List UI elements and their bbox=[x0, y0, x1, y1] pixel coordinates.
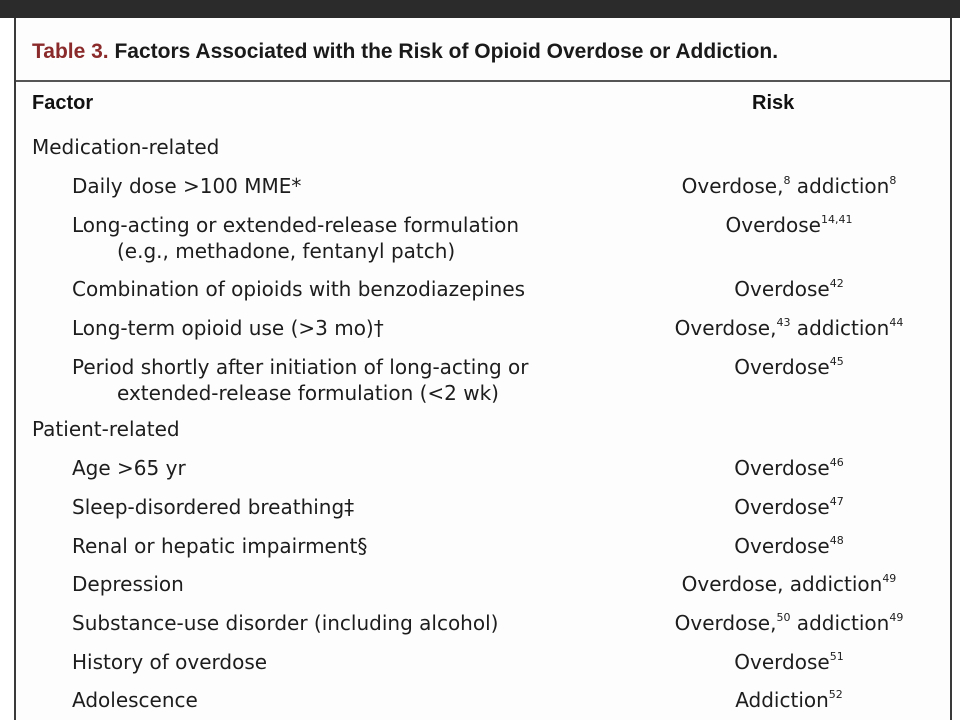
risk-text: Overdose bbox=[725, 213, 821, 237]
factor-row bbox=[72, 649, 632, 675]
factor-text: Daily dose >100 MME* bbox=[72, 174, 302, 198]
reference-superscript: 43 bbox=[776, 316, 791, 329]
factor-row bbox=[72, 212, 632, 264]
risk-text: Overdose, addiction bbox=[681, 572, 883, 596]
reference-superscript: 50 bbox=[776, 611, 791, 624]
risk-cell bbox=[642, 354, 936, 380]
factor-text: Depression bbox=[72, 572, 184, 596]
factor-text: Adolescence bbox=[72, 688, 198, 712]
risk-text: Overdose bbox=[734, 650, 830, 674]
factor-row bbox=[72, 610, 632, 636]
factor-row bbox=[72, 494, 632, 520]
risk-text: addiction bbox=[790, 611, 890, 635]
risk-text: Overdose bbox=[734, 456, 830, 480]
risk-cell bbox=[642, 276, 936, 302]
risk-cell bbox=[642, 571, 936, 597]
factor-row bbox=[72, 687, 632, 713]
risk-cell bbox=[642, 649, 936, 675]
reference-superscript: 8 bbox=[889, 174, 897, 187]
reference-superscript: 49 bbox=[889, 611, 904, 624]
reference-superscript: 8 bbox=[783, 174, 791, 187]
risk-text: Overdose, bbox=[674, 316, 777, 340]
risk-cell bbox=[642, 212, 936, 238]
risk-cell bbox=[642, 173, 936, 199]
reference-superscript: 44 bbox=[889, 316, 904, 329]
risk-text: Overdose bbox=[734, 495, 830, 519]
table-title-text: Factors Associated with the Risk of Opioid Overdose or Addiction. bbox=[114, 40, 779, 63]
risk-cell bbox=[642, 610, 936, 636]
factor-text: History of overdose bbox=[72, 650, 268, 674]
reference-superscript: 46 bbox=[829, 456, 844, 469]
table-frame bbox=[14, 18, 952, 720]
reference-superscript: 42 bbox=[829, 277, 844, 290]
reference-superscript: 49 bbox=[882, 572, 897, 585]
reference-superscript: 14,41 bbox=[820, 213, 853, 226]
risk-cell bbox=[642, 315, 936, 341]
title-divider bbox=[16, 80, 950, 82]
factor-text-continued: extended-release formulation (<2 wk) bbox=[117, 381, 499, 405]
factor-text: Combination of opioids with benzodiazepines bbox=[72, 277, 526, 301]
factor-text: Age >65 yr bbox=[72, 456, 186, 480]
reference-superscript: 45 bbox=[829, 355, 844, 368]
column-header-risk: Risk bbox=[752, 92, 795, 114]
factor-text: Long-acting or extended-release formulation bbox=[72, 213, 520, 237]
risk-text: addiction bbox=[790, 316, 890, 340]
factor-text: Renal or hepatic impairment§ bbox=[72, 534, 368, 558]
risk-cell bbox=[642, 687, 936, 713]
table-number: Table 3. bbox=[32, 40, 109, 63]
reference-superscript: 48 bbox=[829, 534, 844, 547]
risk-text: Addiction bbox=[735, 688, 829, 712]
risk-cell bbox=[642, 455, 936, 481]
factor-row bbox=[72, 533, 632, 559]
factor-row bbox=[72, 173, 632, 199]
category-medication: Medication-related bbox=[32, 135, 220, 159]
factor-text-continued: (e.g., methadone, fentanyl patch) bbox=[117, 239, 456, 263]
table-title bbox=[32, 40, 778, 64]
risk-cell bbox=[642, 533, 936, 559]
risk-cell bbox=[642, 494, 936, 520]
risk-text: Overdose bbox=[734, 355, 830, 379]
factor-text: Period shortly after initiation of long-acting or bbox=[72, 355, 529, 379]
factor-row bbox=[72, 571, 632, 597]
top-bar bbox=[0, 0, 960, 18]
factor-text: Long-term opioid use (>3 mo)† bbox=[72, 316, 384, 340]
factor-row bbox=[72, 354, 632, 406]
column-header-factor: Factor bbox=[32, 92, 94, 114]
risk-text: addiction bbox=[790, 174, 890, 198]
factor-row bbox=[72, 455, 632, 481]
risk-text: Overdose, bbox=[681, 174, 784, 198]
factor-text: Substance-use disorder (including alcohol) bbox=[72, 611, 499, 635]
factor-row bbox=[72, 315, 632, 341]
factor-text: Sleep-disordered breathing‡ bbox=[72, 495, 355, 519]
risk-text: Overdose, bbox=[674, 611, 777, 635]
risk-text: Overdose bbox=[734, 534, 830, 558]
reference-superscript: 51 bbox=[829, 650, 844, 663]
reference-superscript: 52 bbox=[828, 688, 843, 701]
risk-text: Overdose bbox=[734, 277, 830, 301]
category-patient: Patient-related bbox=[32, 417, 180, 441]
reference-superscript: 47 bbox=[829, 495, 844, 508]
factor-row bbox=[72, 276, 632, 302]
